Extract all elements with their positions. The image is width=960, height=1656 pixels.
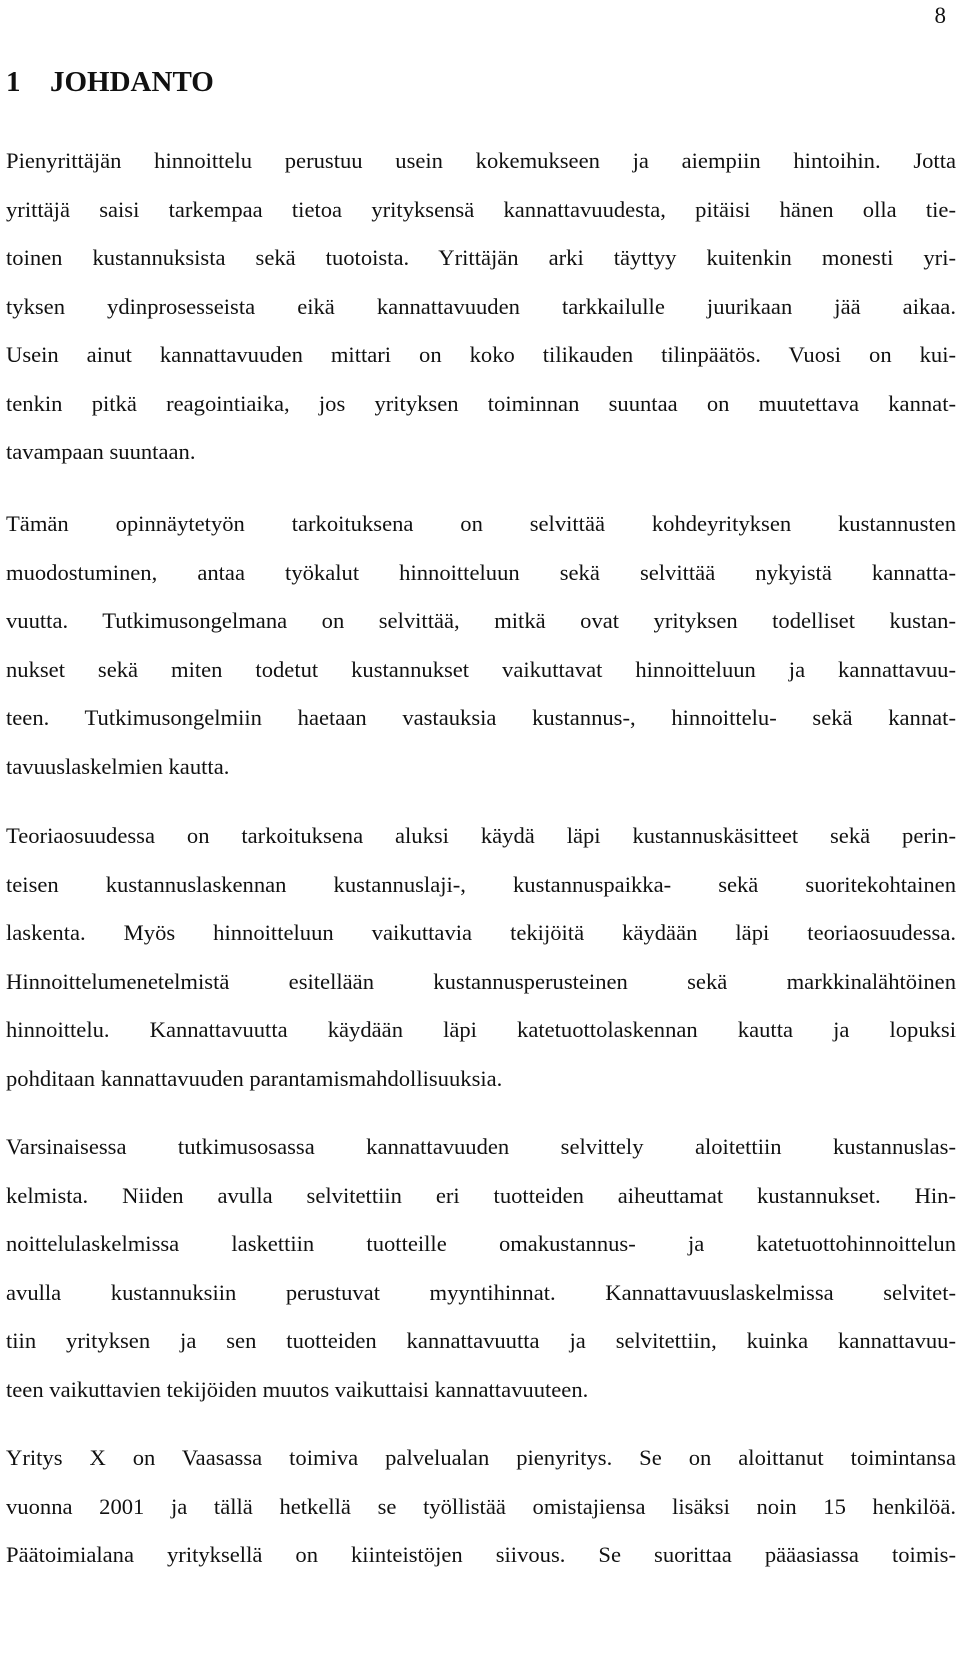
- text-line: teisen kustannuslaskennan kustannuslaji-, kustannuspaikka- sekä suoritekohtainen: [6, 871, 956, 897]
- text-line: Yritys X on Vaasassa toimiva palvelualan pienyritys. Se on aloittanut toimintansa: [6, 1445, 956, 1470]
- text-line: vuutta. Tutkimusongelmana on selvittää, mitkä ovat yrityksen todelliset kustan-: [6, 608, 956, 633]
- chapter-title: JOHDANTO: [50, 66, 214, 98]
- text-line: tenkin pitkä reagointiaika, jos yrityksen toiminnan suuntaa on muutettava kannat-: [6, 390, 956, 416]
- text-line: Hinnoittelumenetelmistä esitellään kustannusperusteinen sekä markkinalähtöinen: [6, 968, 956, 994]
- paragraph-4: [6, 1123, 956, 1414]
- text-line: Pienyrittäjän hinnoittelu perustuu usein kokemukseen ja aiempiin hintoihin. Jotta: [6, 148, 956, 173]
- paragraph-3: [6, 812, 956, 1103]
- text-line: hinnoittelu. Kannattavuutta käydään läpi katetuottolaskennan kautta ja lopuksi: [6, 1017, 956, 1042]
- text-line: Varsinaisessa tutkimusosassa kannattavuuden selvittely aloitettiin kustannuslas-: [6, 1134, 956, 1159]
- text-line: tavuuslaskelmien kautta.: [6, 753, 230, 779]
- text-line: avulla kustannuksiin perustuvat myyntihinnat. Kannattavuuslaskelmissa selvitet-: [6, 1279, 956, 1305]
- text-line: Tämän opinnäytetyön tarkoituksena on selvittää kohdeyrityksen kustannusten: [6, 511, 956, 536]
- text-line: yrittäjä saisi tarkempaa tietoa yrityksensä kannattavuudesta, pitäisi hänen olla tie-: [6, 196, 956, 222]
- paragraph-5: [6, 1434, 956, 1580]
- text-line: muodostuminen, antaa työkalut hinnoitteluun sekä selvittää nykyistä kannatta-: [6, 559, 956, 585]
- page-number: 8: [934, 3, 946, 28]
- text-line: kelmista. Niiden avulla selvitettiin eri tuotteiden aiheuttamat kustannukset. Hin-: [6, 1182, 956, 1208]
- text-line: Teoriaosuudessa on tarkoituksena aluksi käydä läpi kustannuskäsitteet sekä perin-: [6, 823, 956, 848]
- text-line: vuonna 2001 ja tällä hetkellä se työllistää omistajiensa lisäksi noin 15 henkilöä.: [6, 1493, 956, 1519]
- chapter-heading: [6, 62, 214, 102]
- text-line: noittelulaskelmissa laskettiin tuotteille omakustannus- ja katetuottohinnoittelun: [6, 1231, 956, 1256]
- text-line: teen. Tutkimusongelmiin haetaan vastauksia kustannus-, hinnoittelu- sekä kannat-: [6, 705, 956, 730]
- text-line: Päätoimialana yrityksellä on kiinteistöjen siivous. Se suorittaa pääasiassa toimis-: [6, 1542, 956, 1567]
- paragraph-2: [6, 500, 956, 791]
- text-line: tiin yrityksen ja sen tuotteiden kannattavuutta ja selvitettiin, kuinka kannattavuu-: [6, 1328, 956, 1353]
- text-line: teen vaikuttavien tekijöiden muutos vaikuttaisi kannattavuuteen.: [6, 1376, 589, 1402]
- paragraph-1: [6, 137, 956, 477]
- chapter-number: 1: [6, 66, 21, 98]
- text-line: laskenta. Myös hinnoitteluun vaikuttavia tekijöitä käydään läpi teoriaosuudessa.: [6, 920, 956, 945]
- text-line: Usein ainut kannattavuuden mittari on koko tilikauden tilinpäätös. Vuosi on kui-: [6, 342, 956, 367]
- text-line: tyksen ydinprosesseista eikä kannattavuuden tarkkailulle juurikaan jää aikaa.: [6, 293, 956, 319]
- text-line: tavampaan suuntaan.: [6, 439, 196, 464]
- text-line: nukset sekä miten todetut kustannukset vaikuttavat hinnoitteluun ja kannattavuu-: [6, 656, 956, 682]
- text-line: toinen kustannuksista sekä tuotoista. Yrittäjän arki täyttyy kuitenkin monesti yri-: [6, 245, 956, 270]
- text-line: pohditaan kannattavuuden parantamismahdollisuuksia.: [6, 1065, 503, 1091]
